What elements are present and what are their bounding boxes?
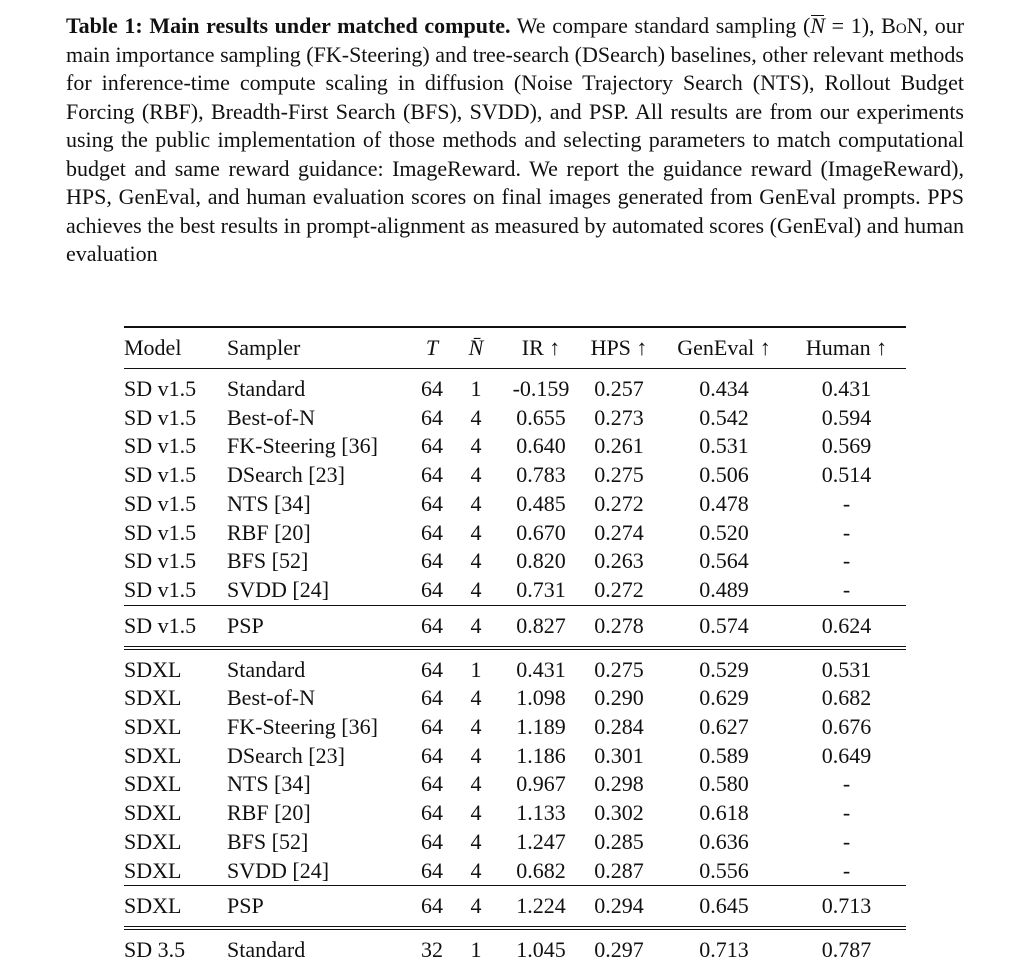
cell-sampler: FK-Steering [36]	[227, 433, 378, 459]
cell-n: 4	[470, 519, 482, 545]
cell-human: 0.594	[821, 404, 872, 430]
cell-model: SDXL	[124, 656, 182, 682]
cell-hps: 0.274	[594, 519, 644, 545]
cell-t: 64	[421, 800, 443, 826]
cell-human: 0.431	[821, 376, 872, 401]
caption-label: Table 1: Main results under matched compute.	[66, 13, 511, 38]
cell-n: 4	[470, 576, 482, 602]
cell-model: SDXL	[124, 857, 182, 883]
cell-hps: 0.273	[594, 404, 644, 430]
cell-n: 4	[470, 800, 482, 826]
table-row	[124, 742, 906, 771]
cell-hps: 0.284	[594, 714, 644, 740]
table-row	[124, 432, 906, 461]
cell-t: 64	[417, 886, 447, 929]
cell-t: 64	[421, 857, 443, 883]
cell-ir: 1.224	[505, 886, 577, 929]
cell-t: 64	[421, 490, 443, 516]
cell-hps: 0.263	[594, 548, 644, 574]
cell-model: SD v1.5	[124, 404, 197, 430]
table-row	[124, 928, 906, 965]
cell-hps: 0.275	[594, 462, 644, 488]
cell-sampler: RBF [20]	[227, 800, 311, 826]
cell-geneval: 0.506	[699, 462, 749, 488]
cell-sampler: BFS [52]	[227, 828, 309, 854]
caption-bon: BoN	[881, 13, 923, 38]
cell-n: 4	[447, 605, 505, 648]
cell-n: 4	[470, 771, 482, 797]
cell-t: 64	[421, 404, 443, 430]
cell-human: -	[842, 857, 851, 883]
cell-sampler: PSP	[227, 886, 417, 929]
table-row	[124, 490, 906, 519]
header-model: Model	[124, 335, 182, 360]
cell-hps: 0.272	[594, 490, 644, 516]
cell-human: -	[842, 576, 851, 602]
table-row	[124, 605, 906, 648]
cell-human: 0.682	[821, 685, 872, 711]
cell-ir: 0.655	[516, 404, 566, 430]
caption-text-2: = 1),	[825, 13, 882, 38]
table-body	[124, 369, 906, 965]
caption-text-3: , our main importance sampling (FK-Steering) and tree-search (DSearch) baselines, other relevant methods for inference-time compute scaling in diffusion (Noise Trajectory Search (NTS), Rollout Budget Forcing (RBF), Breadth-First Search (BFS), SVDD), and PSP. All results are from our experiments using the public implementation of those methods and selecting parameters to match computational budget and same reward guidance: ImageReward. We report the guidance reward (ImageReward), HPS, GenEval, and human evaluation scores on final images generated from GenEval prompts. PPS achieves the best results in prompt-alignment as measured by automated scores (GenEval) and human evaluation	[66, 13, 965, 266]
cell-geneval: 0.478	[699, 490, 749, 516]
cell-n: 4	[470, 742, 482, 768]
cell-model: SD v1.5	[124, 548, 197, 574]
cell-model: SD v1.5	[124, 519, 197, 545]
table-row	[124, 547, 906, 576]
cell-t: 64	[421, 519, 443, 545]
cell-human: -	[842, 548, 851, 574]
cell-ir: 0.827	[505, 605, 577, 648]
cell-geneval: 0.589	[699, 742, 749, 768]
table-row	[124, 576, 906, 605]
cell-t: 64	[421, 576, 443, 602]
cell-sampler: PSP	[227, 605, 417, 648]
cell-ir: 0.820	[516, 548, 566, 574]
header-human: Human ↑	[805, 335, 888, 360]
cell-ir: 0.967	[516, 771, 566, 797]
header-sampler: Sampler	[227, 335, 301, 360]
cell-hps: 0.290	[594, 685, 644, 711]
cell-hps: 0.297	[594, 937, 644, 963]
cell-sampler: Best-of-N	[227, 685, 315, 711]
cell-human: 0.569	[821, 433, 872, 459]
table-row	[124, 799, 906, 828]
cell-sampler: SVDD [24]	[227, 857, 330, 883]
cell-human: 0.713	[787, 886, 906, 929]
table-row	[124, 684, 906, 713]
cell-geneval: 0.542	[699, 404, 749, 430]
cell-t: 32	[421, 937, 443, 963]
cell-hps: 0.261	[594, 433, 644, 459]
cell-ir: 0.431	[516, 656, 566, 682]
cell-model: SD v1.5	[124, 433, 197, 459]
cell-model: SDXL	[124, 714, 182, 740]
table-row	[124, 648, 906, 685]
cell-ir: 1.045	[516, 937, 566, 963]
cell-human: 0.787	[821, 937, 872, 963]
cell-sampler: NTS [34]	[227, 771, 311, 797]
cell-n: 4	[470, 490, 482, 516]
cell-hps: 0.301	[594, 742, 644, 768]
header-geneval: GenEval ↑	[677, 335, 771, 360]
cell-geneval: 0.574	[661, 605, 787, 648]
cell-n: 1	[470, 937, 482, 963]
cell-hps: 0.285	[594, 828, 644, 854]
cell-sampler: BFS [52]	[227, 548, 309, 574]
cell-hps: 0.294	[577, 886, 661, 929]
cell-n: 4	[470, 404, 482, 430]
cell-sampler: RBF [20]	[227, 519, 311, 545]
cell-model: SD v1.5	[124, 462, 197, 488]
cell-human: -	[842, 800, 851, 826]
cell-n: 4	[470, 828, 482, 854]
cell-human: -	[842, 771, 851, 797]
cell-n: 4	[470, 548, 482, 574]
table-row	[124, 404, 906, 433]
cell-n: 4	[447, 886, 505, 929]
cell-t: 64	[421, 376, 443, 401]
table-row	[124, 461, 906, 490]
cell-t: 64	[421, 433, 443, 459]
cell-t: 64	[417, 605, 447, 648]
table-row	[124, 770, 906, 799]
cell-sampler: NTS [34]	[227, 490, 311, 516]
cell-model: SDXL	[124, 685, 182, 711]
table-row	[124, 828, 906, 857]
cell-human: 0.531	[821, 656, 872, 682]
cell-sampler: Standard	[227, 656, 306, 682]
cell-geneval: 0.531	[699, 433, 749, 459]
header-hps: HPS ↑	[590, 335, 648, 360]
cell-ir: 1.133	[516, 800, 566, 826]
cell-n: 1	[470, 376, 482, 401]
cell-model: SD v1.5	[124, 576, 197, 602]
cell-n: 4	[470, 714, 482, 740]
cell-ir: 0.640	[516, 433, 566, 459]
cell-n: 4	[470, 685, 482, 711]
cell-hps: 0.278	[577, 605, 661, 648]
cell-ir: -0.159	[512, 376, 570, 401]
cell-hps: 0.302	[594, 800, 644, 826]
cell-human: 0.514	[821, 462, 872, 488]
cell-hps: 0.275	[594, 656, 644, 682]
cell-n: 4	[470, 462, 482, 488]
cell-model: SD v1.5	[124, 490, 197, 516]
table-row	[124, 713, 906, 742]
cell-sampler: DSearch [23]	[227, 742, 345, 768]
cell-geneval: 0.645	[661, 886, 787, 929]
header-n: N̄	[468, 335, 484, 360]
cell-hps: 0.272	[594, 576, 644, 602]
cell-human: -	[842, 519, 851, 545]
cell-geneval: 0.434	[699, 376, 749, 401]
cell-ir: 1.247	[516, 828, 566, 854]
cell-geneval: 0.489	[699, 576, 749, 602]
header-row	[124, 327, 906, 369]
cell-geneval: 0.520	[699, 519, 749, 545]
cell-hps: 0.298	[594, 771, 644, 797]
cell-model: SD v1.5	[124, 605, 227, 648]
cell-t: 64	[421, 656, 443, 682]
table-caption	[66, 12, 964, 269]
cell-t: 64	[421, 548, 443, 574]
cell-sampler: SVDD [24]	[227, 576, 330, 602]
cell-model: SD v1.5	[124, 376, 197, 401]
cell-sampler: FK-Steering [36]	[227, 714, 378, 740]
table-row	[124, 519, 906, 548]
header-t: T	[425, 335, 439, 360]
table-header	[124, 327, 906, 369]
cell-n: 4	[470, 857, 482, 883]
results-table	[124, 326, 906, 965]
cell-ir: 0.783	[516, 462, 566, 488]
cell-geneval: 0.629	[699, 685, 749, 711]
cell-human: -	[842, 490, 851, 516]
cell-sampler: DSearch [23]	[227, 462, 345, 488]
cell-n: 1	[470, 656, 482, 682]
cell-geneval: 0.529	[699, 656, 749, 682]
cell-sampler: Standard	[227, 937, 306, 963]
cell-human: 0.649	[821, 742, 872, 768]
table-row	[124, 369, 906, 404]
cell-ir: 1.098	[516, 685, 566, 711]
cell-geneval: 0.580	[699, 771, 749, 797]
table-row	[124, 857, 906, 886]
cell-model: SDXL	[124, 886, 227, 929]
cell-sampler: Standard	[227, 376, 306, 401]
cell-human: 0.676	[821, 714, 872, 740]
cell-t: 64	[421, 828, 443, 854]
cell-t: 64	[421, 685, 443, 711]
header-ir: IR ↑	[521, 335, 561, 360]
cell-geneval: 0.636	[699, 828, 749, 854]
cell-hps: 0.257	[594, 376, 644, 401]
cell-n: 4	[470, 433, 482, 459]
cell-ir: 0.485	[516, 490, 566, 516]
cell-geneval: 0.618	[699, 800, 749, 826]
cell-ir: 0.670	[516, 519, 566, 545]
cell-t: 64	[421, 462, 443, 488]
cell-sampler: Best-of-N	[227, 404, 315, 430]
cell-model: SDXL	[124, 828, 182, 854]
cell-human: -	[842, 828, 851, 854]
cell-model: SDXL	[124, 771, 182, 797]
cell-model: SD 3.5	[124, 937, 186, 963]
cell-t: 64	[421, 742, 443, 768]
cell-model: SDXL	[124, 800, 182, 826]
caption-text-1: We compare standard sampling (	[510, 13, 811, 38]
cell-ir: 0.682	[516, 857, 566, 883]
cell-hps: 0.287	[594, 857, 644, 883]
cell-t: 64	[421, 714, 443, 740]
cell-model: SDXL	[124, 742, 182, 768]
cell-geneval: 0.713	[699, 937, 749, 963]
cell-geneval: 0.627	[699, 714, 749, 740]
caption-nbar-symbol: N	[810, 13, 826, 38]
cell-ir: 1.186	[516, 742, 566, 768]
cell-ir: 1.189	[516, 714, 566, 740]
cell-t: 64	[421, 771, 443, 797]
table-row	[124, 886, 906, 929]
cell-human: 0.624	[787, 605, 906, 648]
cell-ir: 0.731	[516, 576, 566, 602]
cell-geneval: 0.564	[699, 548, 749, 574]
cell-geneval: 0.556	[699, 857, 749, 883]
